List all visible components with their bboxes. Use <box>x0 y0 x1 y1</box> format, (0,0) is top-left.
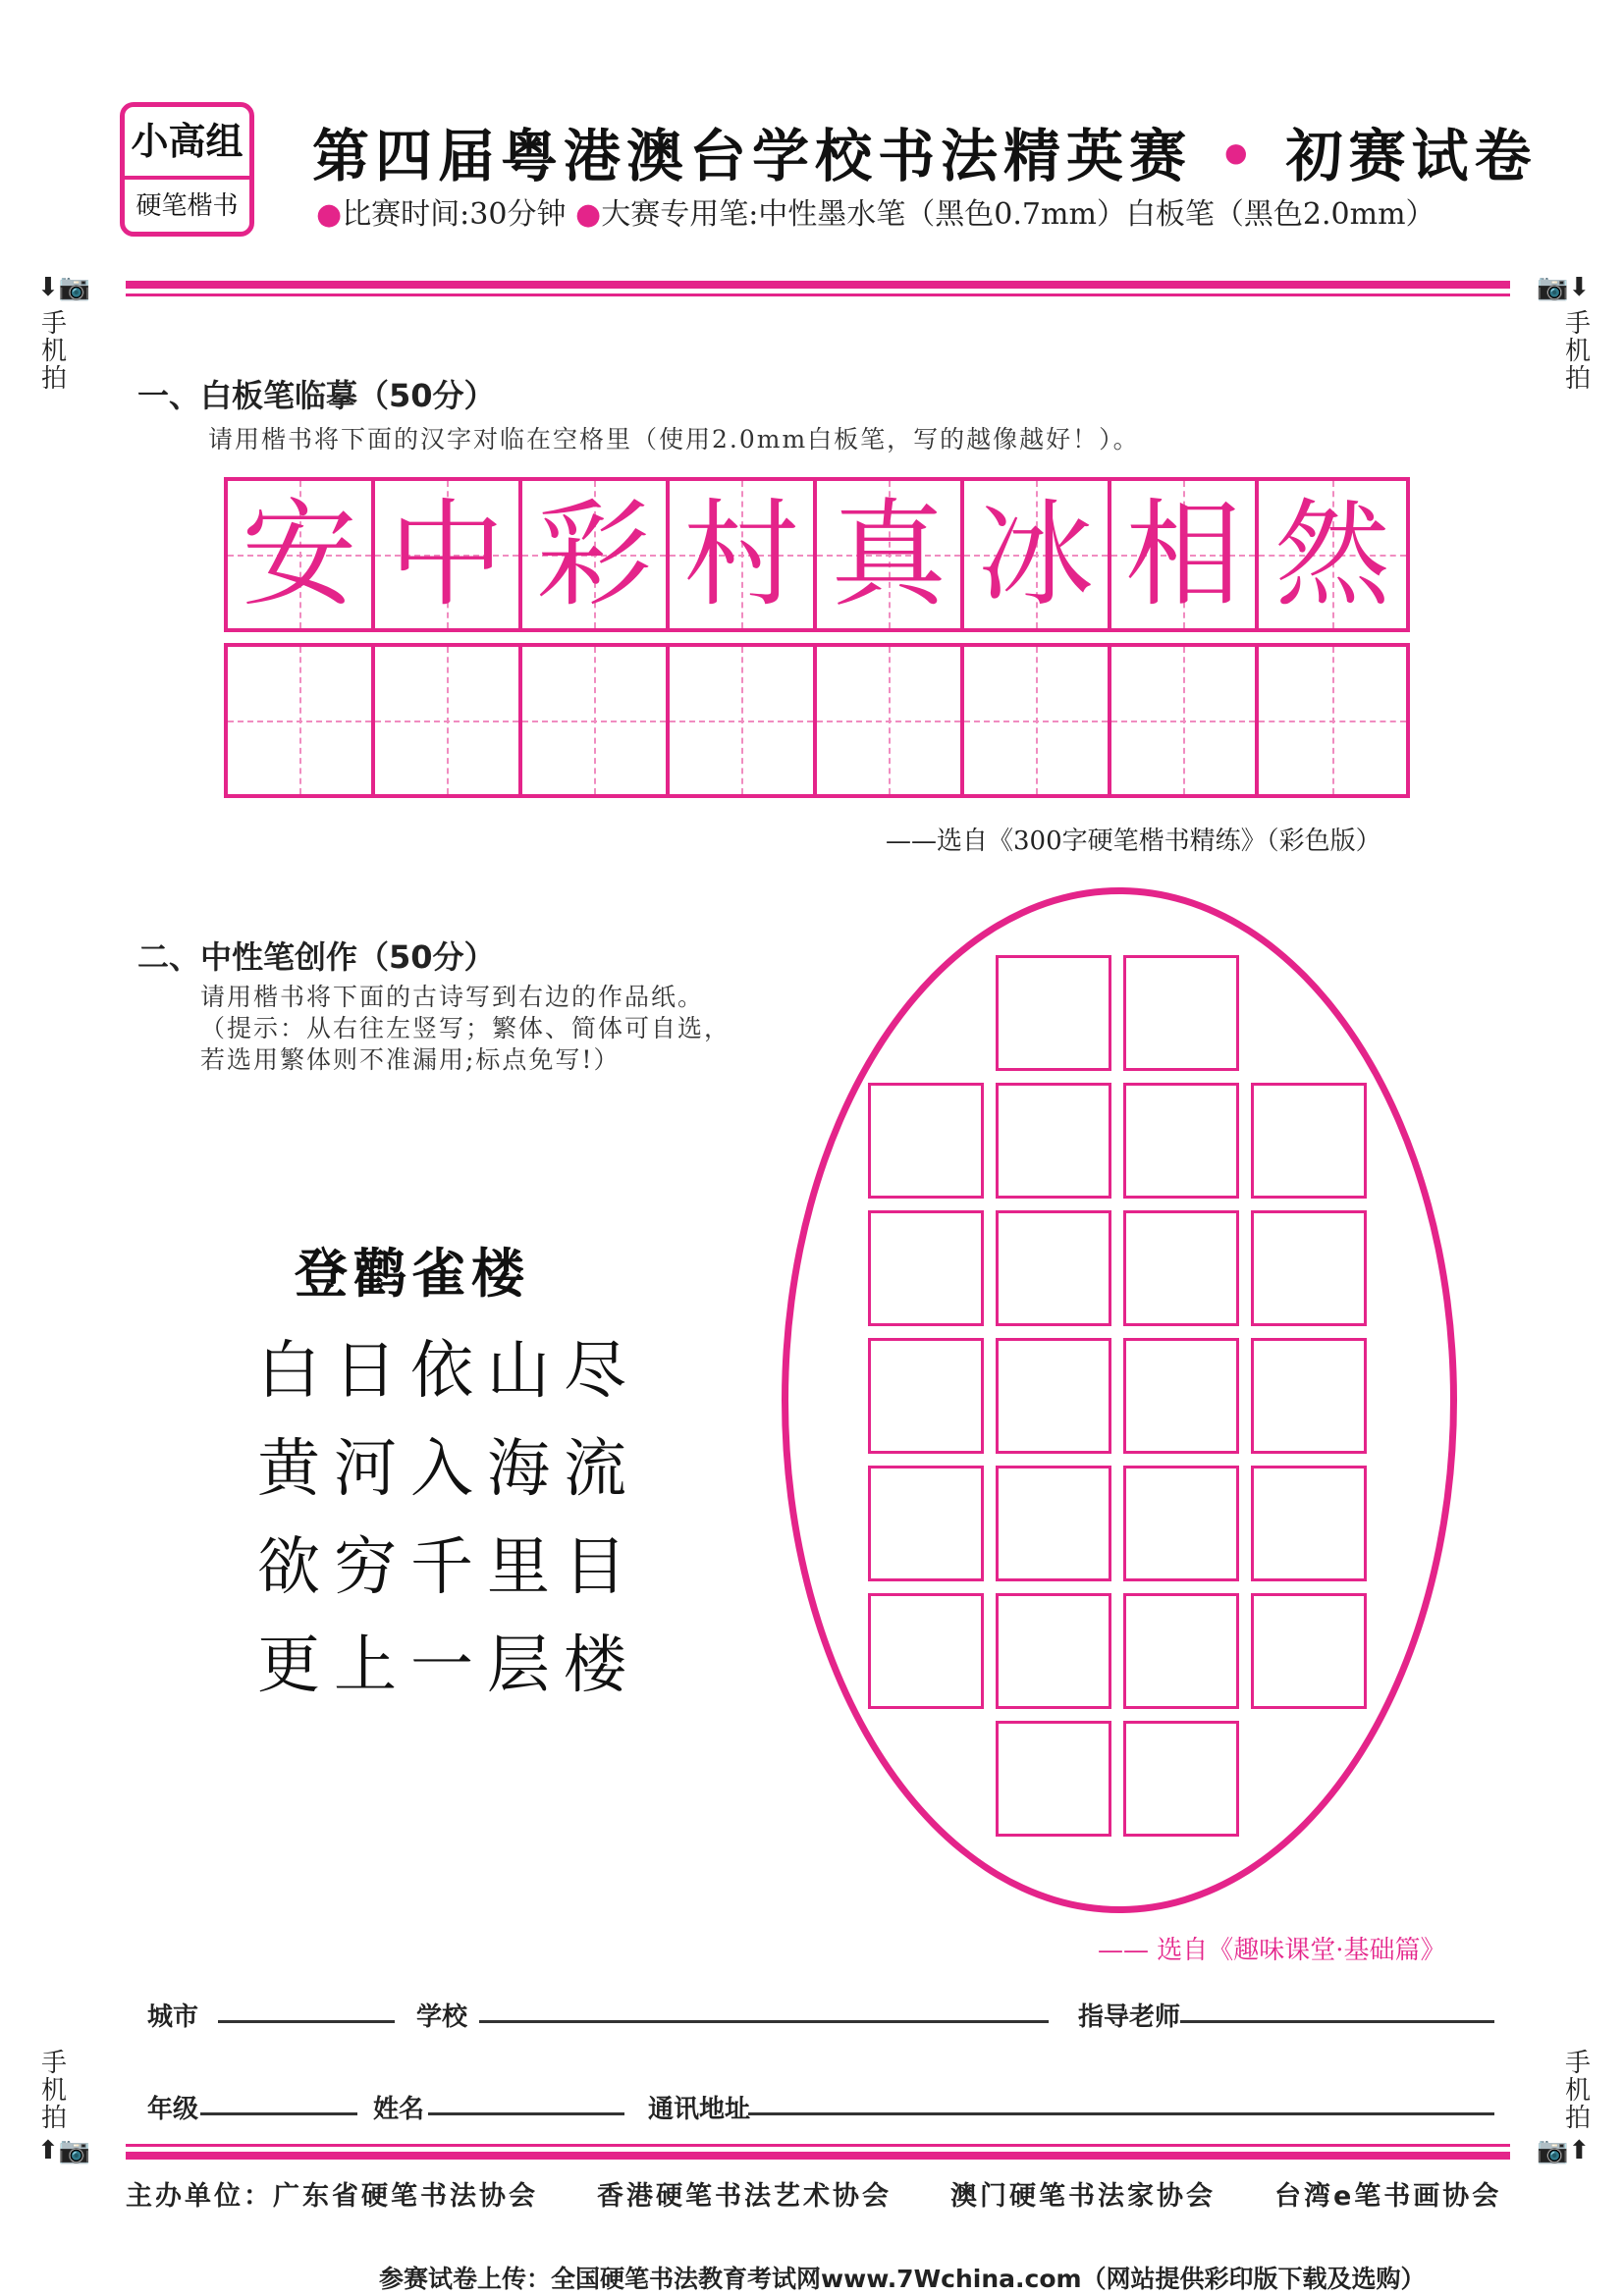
name-label: 姓名 <box>373 2095 425 2124</box>
teacher-label: 指导老师 <box>1078 2002 1181 2032</box>
work-paper-box[interactable] <box>1123 1721 1239 1837</box>
section2-source: —— 选自《趣味课堂·基础篇》 <box>1098 1936 1446 1965</box>
title-sub: 初赛试卷 <box>1285 123 1538 189</box>
model-character: 安 <box>241 487 357 622</box>
contest-pens: 大赛专用笔:中性墨水笔（黑色0.7mm）白板笔（黑色2.0mm） <box>601 197 1435 232</box>
work-paper-box[interactable] <box>868 1466 984 1581</box>
model-character-cell <box>670 481 817 628</box>
guide-line <box>889 647 891 794</box>
work-paper-box[interactable] <box>868 1338 984 1454</box>
model-character-cell <box>1259 481 1406 628</box>
model-character: 然 <box>1273 487 1390 622</box>
model-character: 冰 <box>977 487 1094 622</box>
model-character-cell <box>817 481 964 628</box>
guide-line <box>741 647 743 794</box>
poem-line: 黄河入海流 <box>257 1433 640 1506</box>
badge-style-label: 硬笔楷书 <box>135 191 239 221</box>
city-label: 城市 <box>147 2002 199 2032</box>
work-paper-box[interactable] <box>1123 1593 1239 1709</box>
top-rule-thin <box>126 294 1510 296</box>
camera-icon: 📷⬇ <box>1537 273 1591 302</box>
practice-cell[interactable] <box>817 647 964 794</box>
work-paper-box[interactable] <box>996 1466 1111 1581</box>
work-paper-box[interactable] <box>868 1210 984 1326</box>
guide-line <box>447 647 449 794</box>
school-label: 学校 <box>416 2002 468 2032</box>
school-field[interactable] <box>479 2020 1049 2023</box>
city-field[interactable] <box>218 2020 395 2023</box>
practice-cell[interactable] <box>228 647 375 794</box>
practice-cell[interactable] <box>964 647 1111 794</box>
poem-line: 欲穷千里目 <box>257 1531 640 1604</box>
work-paper-box[interactable] <box>1123 1338 1239 1454</box>
title-main: 第四届粤港澳台学校书法精英赛 <box>312 123 1193 189</box>
work-paper-box[interactable] <box>996 1210 1111 1326</box>
name-field[interactable] <box>428 2112 624 2115</box>
side-label-phone-photo: 手机拍 <box>1564 2049 1591 2133</box>
work-paper-box[interactable] <box>1251 1083 1367 1199</box>
model-character: 村 <box>682 487 799 622</box>
teacher-field[interactable] <box>1180 2020 1494 2023</box>
work-paper-box[interactable] <box>996 1338 1111 1454</box>
practice-cell[interactable] <box>1259 647 1406 794</box>
work-paper-box[interactable] <box>1123 1466 1239 1581</box>
work-paper-box[interactable] <box>996 1721 1111 1837</box>
work-paper-box[interactable] <box>868 1083 984 1199</box>
practice-cell[interactable] <box>670 647 817 794</box>
section2-title: 二、中性笔创作（50分） <box>137 938 496 976</box>
model-character-cell <box>964 481 1111 628</box>
work-paper-box[interactable] <box>1251 1338 1367 1454</box>
poem-title: 登鹳雀楼 <box>295 1243 530 1305</box>
section1-instruction: 请用楷书将下面的汉字对临在空格里（使用2.0mm白板笔，写的越像越好！）。 <box>208 425 1140 454</box>
badge-group-label: 小高组 <box>125 107 249 180</box>
practice-cell[interactable] <box>375 647 522 794</box>
upload-info: 参赛试卷上传：全国硬笔书法教育考试网www.7Wchina.com（网站提供彩印版下载及选购） <box>379 2265 1426 2293</box>
bullet-icon: ● <box>316 197 343 232</box>
camera-icon: ⬆📷 <box>37 2136 91 2165</box>
side-label-phone-photo: 手机拍 <box>40 309 67 394</box>
group-badge <box>120 102 254 237</box>
bottom-rule-thick <box>126 2152 1510 2160</box>
model-character: 中 <box>388 487 505 622</box>
camera-icon: 📷⬆ <box>1537 2136 1591 2165</box>
model-character-cell <box>228 481 375 628</box>
guide-line <box>1332 647 1334 794</box>
work-paper-box[interactable] <box>1123 955 1239 1071</box>
guide-line <box>299 647 301 794</box>
model-character: 彩 <box>535 487 652 622</box>
address-label: 通讯地址 <box>648 2095 751 2124</box>
section2-instruction-3: 若选用繁体则不准漏用;标点免写!） <box>200 1045 621 1074</box>
model-character-grid <box>224 477 1410 632</box>
poem-line: 白日依山尽 <box>257 1335 640 1408</box>
organizers: 主办单位：广东省硬笔书法协会 香港硬笔书法艺术协会 澳门硬笔书法家协会 台湾e笔书画协会 <box>126 2181 1502 2212</box>
practice-cell[interactable] <box>1111 647 1259 794</box>
model-character-cell <box>1111 481 1259 628</box>
grade-label: 年级 <box>147 2095 199 2124</box>
camera-icon: ⬇📷 <box>37 273 91 302</box>
side-label-phone-photo: 手机拍 <box>40 2049 67 2133</box>
side-label-phone-photo: 手机拍 <box>1564 309 1591 394</box>
section2-instruction-1: 请用楷书将下面的古诗写到右边的作品纸。 <box>200 983 705 1011</box>
top-rule-thick <box>126 281 1510 289</box>
guide-line <box>1183 647 1185 794</box>
bullet-icon: ● <box>575 197 602 232</box>
work-paper-box[interactable] <box>996 1083 1111 1199</box>
address-field[interactable] <box>748 2112 1494 2115</box>
section1-title: 一、白板笔临摹（50分） <box>137 377 496 414</box>
model-character-cell <box>522 481 670 628</box>
section1-source: ——选自《300字硬笔楷书精练》（彩色版） <box>886 827 1381 856</box>
work-paper-box[interactable] <box>1123 1210 1239 1326</box>
section2-instruction-2: （提示：从右往左竖写；繁体、简体可自选， <box>200 1014 731 1042</box>
work-paper-box[interactable] <box>1251 1210 1367 1326</box>
guide-line <box>594 647 596 794</box>
model-character: 真 <box>830 487 947 622</box>
title-dot: • <box>1218 123 1261 189</box>
work-paper-box[interactable] <box>868 1593 984 1709</box>
work-paper-box[interactable] <box>1251 1466 1367 1581</box>
contest-info <box>316 189 1435 233</box>
poem-line: 更上一层楼 <box>257 1629 640 1702</box>
work-paper-box[interactable] <box>996 1593 1111 1709</box>
practice-character-grid <box>224 643 1410 798</box>
contest-time: 比赛时间:30分钟 <box>342 197 567 232</box>
model-character: 相 <box>1124 487 1241 622</box>
work-paper-box[interactable] <box>996 955 1111 1071</box>
work-paper-box[interactable] <box>1123 1083 1239 1199</box>
bottom-rule-thin <box>126 2144 1510 2147</box>
practice-cell[interactable] <box>522 647 670 794</box>
guide-line <box>1036 647 1038 794</box>
grade-field[interactable] <box>200 2112 357 2115</box>
model-character-cell <box>375 481 522 628</box>
page-title <box>312 110 1538 192</box>
work-paper-box[interactable] <box>1251 1593 1367 1709</box>
